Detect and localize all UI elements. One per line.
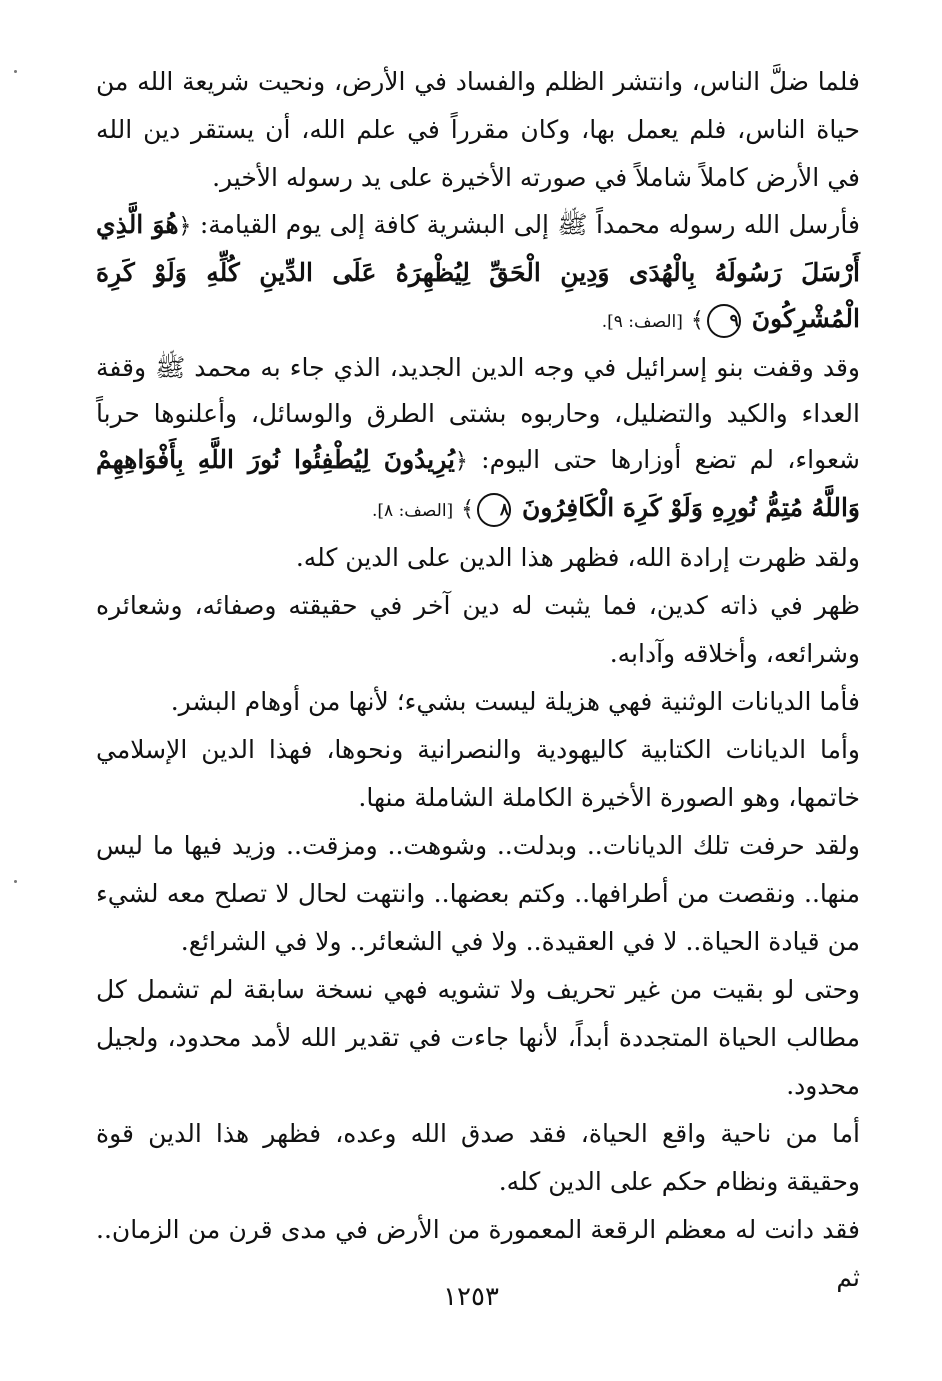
paragraph-4: ولقد ظهرت إرادة الله، فظهر هذا الدين على الدين كله. (295, 543, 860, 572)
ayah-number-marker: ٨ (477, 493, 511, 527)
paragraph-5: ظهر في ذاته كدين، فما يثبت له دين آخر في حقيقته وصفائه، وشعائره وشرائعه، وأخلاقه وآدابه. (96, 591, 860, 668)
paragraph-9: وحتى لو بقيت من غير تحريف ولا تشويه فهي نسخة سابقة لم تشمل كل مطالب الحياة المتجددة أبداً، لأنها جاءت في تقدير الله لأمد محدود، ولجيل محدود. (96, 975, 860, 1100)
paragraph-10: أما من ناحية واقع الحياة، فقد صدق الله وعده، فظهر هذا الدين قوة وحقيقة ونظام حكم على الدين كله. (96, 1119, 860, 1196)
paragraph-7: وأما الديانات الكتابية كاليهودية والنصرانية ونحوها، فهذا الدين الإسلامي خاتمها، وهو الصورة الأخيرة الكاملة الشاملة منها. (96, 735, 860, 812)
quran-verse-saff-9: هُوَ الَّذِي أَرْسَلَ رَسُولَهُ بِالْهُدَى وَدِينِ الْحَقِّ لِيُظْهِرَهُ عَلَى الدِّينِ كُلِّهِ وَلَوْ كَرِهَ الْمُشْرِكُونَ (96, 210, 860, 333)
margin-speck (14, 70, 17, 73)
page-number: ١٢٥٣ (443, 1282, 499, 1312)
paragraph-3-with-verse (96, 345, 860, 534)
paragraph-6: فأما الديانات الوثنية فهي هزيلة ليست بشيء؛ لأنها من أوهام البشر. (170, 687, 860, 716)
verse-reference: [الصف: ٩]. (601, 312, 683, 332)
paragraph-2-text: فأرسل الله رسوله محمداً ﷺ إلى البشرية كافة إلى يوم القيامة: (199, 210, 860, 239)
paragraph-11: فقد دانت له معظم الرقعة المعمورة من الأرض في مدى قرن من الزمان.. ثم (96, 1215, 860, 1292)
ayah-number-marker: ٩ (707, 304, 741, 338)
paragraph-8: ولقد حرفت تلك الديانات.. وبدلت.. وشوهت.. ومزقت.. وزيد فيها ما ليس منها.. ونقصت من أطرافها.. وكتم بعضها.. وانتهت لحال لا تصلح معه لشيء من قيادة الحياة.. لا في العقيدة.. ولا في الشعائر.. ولا في الشرائع. (96, 831, 860, 956)
margin-speck (14, 880, 17, 883)
paragraph-3-text: وقد وقفت بنو إسرائيل في وجه الدين الجديد، الذي جاء به محمد ﷺ وقفة العداء والكيد والتضليل، وحاربوه بشتى الطرق والوسائل، وأعلنوها حرباً شعواء، لم تضع أوزارها حتى اليوم: (96, 353, 860, 474)
verse-open-ornament: ﴿ (454, 449, 468, 474)
verse-close-ornament: ﴾ (461, 497, 475, 522)
paragraph-2-with-verse (96, 202, 860, 345)
quran-verse-saff-8: يُرِيدُونَ لِيُطْفِئُوا نُورَ اللَّهِ بِأَفْوَاهِهِمْ وَاللَّهُ مُتِمُّ نُورِهِ وَلَوْ كَرِهَ الْكَافِرُونَ (96, 445, 860, 522)
verse-close-ornament: ﴾ (690, 308, 704, 333)
page-body (96, 58, 860, 1302)
verse-open-ornament: ﴿ (178, 214, 192, 239)
paragraph-1: فلما ضلَّ الناس، وانتشر الظلم والفساد في الأرض، ونحيت شريعة الله من حياة الناس، فلم يعمل بها، وكان مقرراً في علم الله، أن يستقر دين الله في الأرض كاملاً شاملاً في صورته الأخيرة على يد رسوله الأخير. (96, 67, 860, 192)
verse-reference: [الصف: ٨]. (371, 501, 454, 521)
